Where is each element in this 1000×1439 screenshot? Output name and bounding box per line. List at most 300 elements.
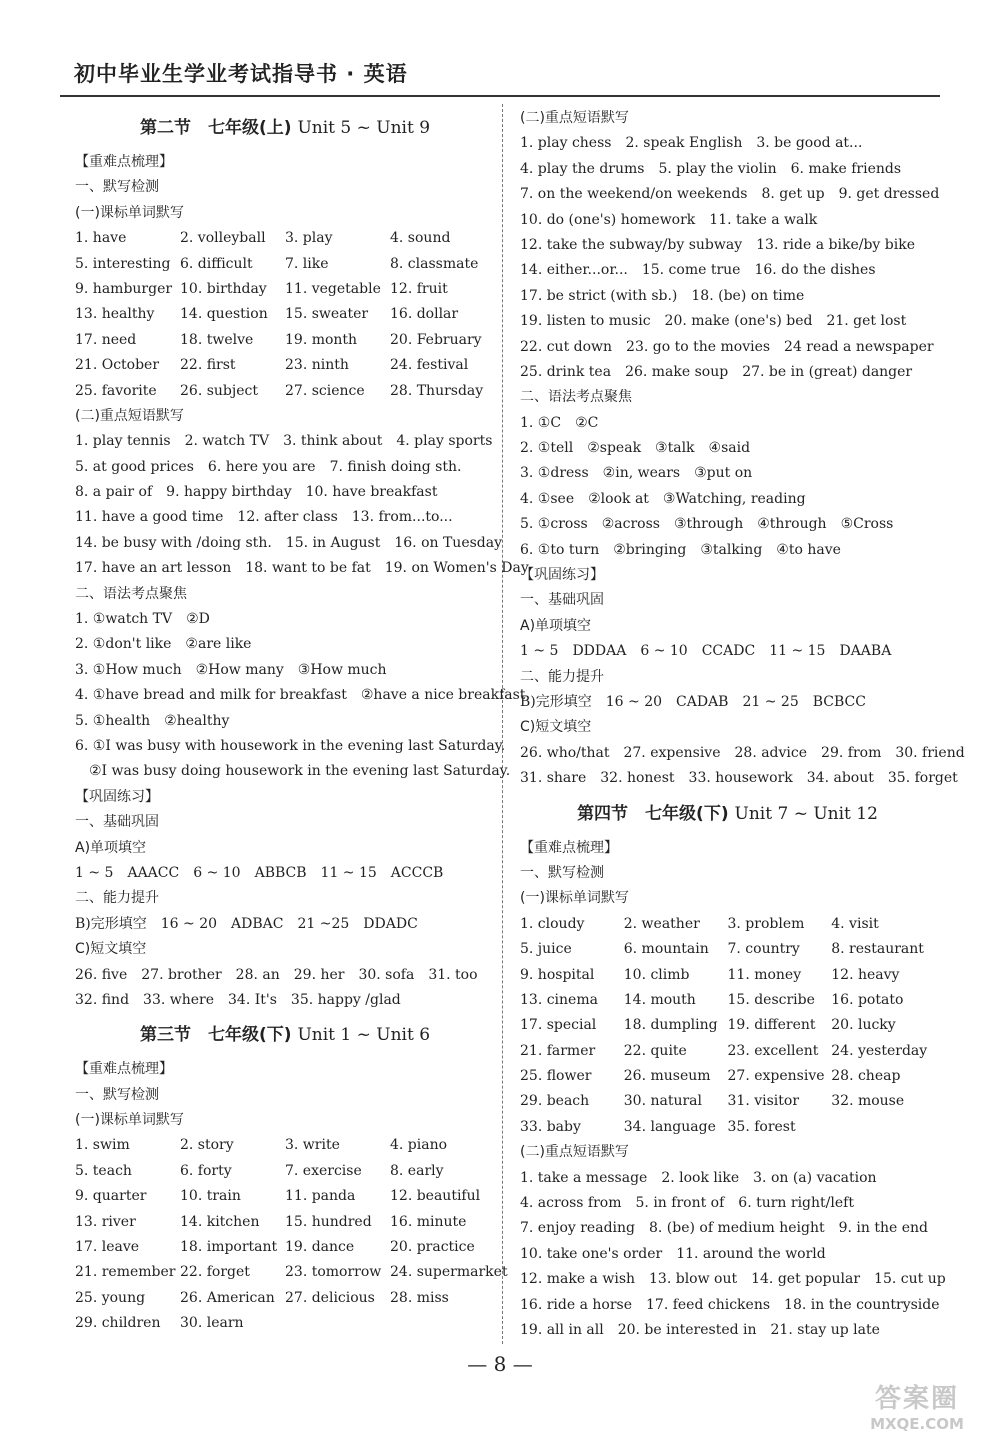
answer-item: 12. after class (237, 509, 338, 526)
answer-item: 5. in front of (635, 1195, 725, 1212)
answer-item: 1 ~ 5 (520, 643, 559, 660)
word-item: 17. leave (75, 1239, 140, 1256)
word-item: 7. exercise (285, 1162, 362, 1179)
word-item: 27. expensive (727, 1068, 825, 1085)
answer-line (75, 480, 495, 505)
answer-item: 1. ①C (520, 414, 562, 431)
word-item: 22. forget (180, 1264, 250, 1281)
answer-item: 15. come true (641, 262, 741, 279)
answer-item: 5. play the violin (658, 160, 777, 177)
answer-item: 11 ~ 15 (769, 643, 826, 660)
section-title-4 (520, 792, 935, 836)
heading-short-passage: C)短文填空 (75, 941, 147, 958)
answer-item: 19. on Women's Day (384, 560, 529, 577)
answer-line (520, 1267, 946, 1292)
answer-line (520, 741, 965, 766)
answer-item: 17. feed chickens (646, 1296, 771, 1313)
answer-item: 16. do the dishes (754, 262, 876, 279)
word-item: 23. ninth (285, 357, 349, 374)
answer-item: 9. get dressed (838, 186, 940, 203)
heading-ability: 二、能力提升 (75, 890, 159, 907)
answer-item: 23. go to the movies (626, 338, 771, 355)
answer-item: ②I was busy doing housework in the evening last Saturday. (89, 763, 511, 780)
page-number: — 8 — (467, 1352, 533, 1376)
answer-line (75, 556, 529, 581)
word-item: 15. sweater (285, 306, 369, 323)
heading-single-choice: A)单项填空 (75, 839, 147, 856)
word-item: 24. yesterday (831, 1042, 928, 1059)
answer-item: 31. share (520, 770, 587, 787)
answer-line (520, 1318, 935, 1343)
word-item: 6. difficult (180, 255, 253, 272)
answer-item: ②How many (195, 661, 284, 678)
answer-line (520, 1191, 935, 1216)
word-item: 10. birthday (180, 280, 267, 297)
answer-item: ②across (601, 516, 660, 533)
answer-item: 16. on Tuesday (394, 534, 503, 551)
answer-item: 5. ①cross (520, 516, 588, 533)
answer-line (75, 505, 495, 530)
word-item: 4. piano (390, 1137, 448, 1154)
heading-review: 【重难点梳理】 (520, 839, 618, 856)
word-item: 26. subject (180, 382, 258, 399)
answer-item: 4. play sports (396, 433, 493, 450)
answer-item: 2. ①tell (520, 440, 574, 457)
answer-item: 26. make soup (625, 363, 729, 380)
answer-item: 1 ~ 5 (75, 864, 114, 881)
word-item: 18. important (180, 1239, 278, 1256)
phrase-list (520, 131, 940, 385)
answer-line (75, 988, 495, 1013)
answer-item: 6. ①I was busy with housework in the evening last Saturday. (75, 737, 506, 754)
answer-item: 33. housework (688, 770, 793, 787)
answer-item: 6 ~ 10 (193, 864, 241, 881)
heading-basic: 一、基础巩固 (75, 814, 159, 831)
word-item: 32. mouse (831, 1093, 905, 1110)
word-list (75, 226, 495, 404)
answer-item: 7. enjoy reading (520, 1220, 635, 1237)
answer-item: 21. stay up late (770, 1321, 880, 1338)
heading-grammar: 二、语法考点聚焦 (75, 585, 187, 602)
word-item: 29. beach (520, 1093, 590, 1110)
section-title-cn: 第二节 七年级(上) (139, 118, 292, 138)
section-title-cn: 第三节 七年级(下) (139, 1025, 292, 1046)
word-item: 22. quite (623, 1042, 687, 1059)
word-item: 28. miss (390, 1289, 449, 1306)
answer-item: 30. sofa (358, 966, 415, 983)
answer-item: 26. five (75, 966, 128, 983)
word-item: 1. cloudy (520, 915, 585, 932)
word-item: 21. farmer (520, 1042, 596, 1059)
answer-line (75, 963, 495, 988)
single-choice-answers (520, 639, 935, 664)
answer-line (520, 411, 935, 436)
answer-item: 35. happy /glad (290, 991, 401, 1008)
word-item: 7. like (285, 255, 329, 272)
answer-item: 7. finish doing sth. (329, 458, 462, 475)
heading-phrases: (二)重点短语默写 (75, 407, 184, 424)
answer-item: 2. ①don't like (75, 636, 172, 653)
answer-item: 1. play tennis (75, 433, 171, 450)
answer-item: 6 ~ 10 (640, 643, 688, 660)
answer-item: 27. expensive (623, 744, 721, 761)
answer-item: 11. have a good time (75, 509, 224, 526)
heading-review: 【重难点梳理】 (75, 1061, 173, 1078)
answer-item: ②speak (587, 440, 642, 457)
answer-item: 3. ①dress (520, 465, 589, 482)
section-title-unit: Unit 5 ~ Unit 9 (297, 118, 431, 138)
answer-line (520, 258, 935, 283)
word-item: 11. panda (285, 1188, 356, 1205)
answer-line (520, 1166, 935, 1191)
answer-item: 17. be strict (with sb.) (520, 287, 678, 304)
heading-words: (一)课标单词默写 (75, 1112, 184, 1129)
word-item: 2. volleyball (180, 230, 266, 247)
answer-item: ②look at (588, 490, 649, 507)
word-item: 8. early (390, 1162, 444, 1179)
column-divider (502, 104, 503, 1344)
answer-item: 12. make a wish (520, 1271, 636, 1288)
answer-item: 19. listen to music (520, 313, 651, 330)
answer-item: 14. get popular (751, 1271, 861, 1288)
answer-item: 4. across from (520, 1195, 622, 1212)
answer-item: 28. an (235, 966, 280, 983)
word-item: 11. money (727, 966, 802, 983)
answer-item: 5. at good prices (75, 458, 194, 475)
answer-item: B)完形填空 (75, 915, 147, 932)
answer-item: 27. be in (great) danger (742, 363, 913, 380)
book-title: 初中毕业生学业考试指导书 · 英语 (74, 62, 408, 86)
answer-line (75, 759, 511, 784)
answer-item: 18. (be) on time (691, 287, 805, 304)
answer-line (75, 709, 495, 734)
word-item: 3. play (285, 230, 333, 247)
answer-item: 2. watch TV (184, 433, 270, 450)
answer-item: 35. forget (887, 770, 958, 787)
answer-item: 1. take a message (520, 1169, 648, 1186)
section-title-cn: 第四节 七年级(下) (577, 803, 729, 824)
answer-item: CADAB (676, 693, 729, 710)
answer-item: 13. from...to... (351, 509, 453, 526)
word-item: 5. juice (520, 941, 572, 958)
word-item: 9. hospital (520, 966, 595, 983)
word-item: 20. practice (390, 1239, 475, 1256)
answer-item: 16. ride a horse (520, 1296, 632, 1313)
answer-item: 9. happy birthday (166, 484, 292, 501)
heading-dictation: 一、默写检测 (520, 864, 604, 881)
answer-item: 27. brother (141, 966, 222, 983)
answer-item: 13. blow out (649, 1271, 738, 1288)
answer-item: ②bringing (613, 541, 687, 558)
word-item: 25. young (75, 1289, 146, 1306)
word-item: 11. vegetable (285, 280, 381, 297)
section-title-3 (75, 1013, 495, 1057)
word-item: 14. mouth (623, 991, 696, 1008)
grammar-list (75, 607, 526, 785)
word-list (75, 1133, 508, 1336)
answer-line (75, 429, 495, 454)
heading-basic: 一、基础巩固 (520, 592, 604, 609)
answer-item: ④through (757, 516, 827, 533)
word-item: 10. train (180, 1188, 241, 1205)
word-item: 21. remember (75, 1264, 176, 1281)
answer-line (520, 182, 940, 207)
answer-item: ③How much (297, 661, 387, 678)
answer-item: ABBCB (254, 864, 307, 881)
cloze-answers (75, 912, 495, 937)
heading-practice: 【巩固练习】 (75, 788, 159, 805)
answer-item: 11. around the world (676, 1245, 826, 1262)
word-item: 3. problem (727, 915, 805, 932)
word-item: 10. climb (623, 966, 690, 983)
answer-item: ②have a nice breakfast (360, 687, 526, 704)
answer-item: 28. advice (734, 744, 808, 761)
answer-item: 10. take one's order (520, 1245, 663, 1262)
answer-item: 2. speak English (625, 135, 743, 152)
answer-item: 21 ~ 25 (742, 693, 799, 710)
watermark-url: MXQE.COM (870, 1415, 964, 1433)
answer-item: 26. who/that (520, 744, 610, 761)
word-item: 12. fruit (390, 280, 448, 297)
word-item: 14. kitchen (180, 1213, 260, 1230)
word-item: 12. beautiful (390, 1188, 481, 1205)
answer-line (75, 658, 495, 683)
answer-line (520, 309, 935, 334)
word-item: 4. visit (831, 915, 879, 932)
answer-item: 24 read a newspaper (784, 338, 934, 355)
word-item: 20. lucky (831, 1017, 896, 1034)
word-item: 13. cinema (520, 991, 598, 1008)
word-item: 31. visitor (727, 1093, 800, 1110)
answer-item: ④said (708, 440, 751, 457)
heading-dictation: 一、默写检测 (75, 179, 159, 196)
answer-line (520, 131, 935, 156)
single-choice-answers (75, 861, 495, 886)
word-item: 14. question (180, 306, 268, 323)
word-item: 3. write (285, 1137, 340, 1154)
word-item: 6. mountain (623, 941, 709, 958)
answer-item: ③through (673, 516, 744, 533)
word-item: 19. different (727, 1017, 816, 1034)
answer-item: 19. all in all (520, 1321, 604, 1338)
section-title-2 (75, 106, 495, 150)
answer-item: 4. ①see (520, 490, 575, 507)
word-item: 24. supermarket (390, 1264, 508, 1281)
heading-grammar: 二、语法考点聚焦 (520, 389, 632, 406)
answer-item: 18. in the countryside (784, 1296, 940, 1313)
answer-line (520, 1293, 940, 1318)
answer-item: 34. about (806, 770, 874, 787)
answer-item: 9. in the end (838, 1220, 929, 1237)
word-item: 2. weather (623, 915, 700, 932)
answer-item: 21 ~25 (297, 915, 350, 932)
answer-line (75, 531, 503, 556)
answer-line (75, 632, 495, 657)
word-item: 16. minute (390, 1213, 467, 1230)
word-item: 17. need (75, 331, 137, 348)
word-item: 35. forest (727, 1118, 796, 1135)
answer-item: ACCCB (390, 864, 444, 881)
answer-item: DAABA (839, 643, 892, 660)
phrase-list (520, 1166, 946, 1344)
short-passage-answers (520, 741, 965, 792)
grammar-list (520, 411, 935, 563)
answer-item: 10. do (one's) homework (520, 211, 696, 228)
answer-item: ②in, wears (602, 465, 681, 482)
answer-item: 21. get lost (826, 313, 907, 330)
word-item: 13. river (75, 1213, 136, 1230)
heading-ability: 二、能力提升 (520, 668, 604, 685)
answer-item: 22. cut down (520, 338, 613, 355)
answer-item: ③put on (694, 465, 753, 482)
answer-line (520, 690, 935, 715)
answer-line (520, 360, 935, 385)
word-item: 9. quarter (75, 1188, 147, 1205)
answer-line (520, 639, 935, 664)
answer-item: CCADC (701, 643, 756, 660)
word-item: 1. swim (75, 1137, 130, 1154)
answer-item: 8. get up (761, 186, 825, 203)
answer-line (75, 683, 526, 708)
answer-item: ②healthy (164, 712, 230, 729)
word-item: 1. have (75, 230, 127, 247)
answer-item: 14. be busy with /doing sth. (75, 534, 272, 551)
word-item: 16. potato (831, 991, 904, 1008)
answer-item: B)完形填空 (520, 693, 592, 710)
answer-item: 8. (be) of medium height (648, 1220, 825, 1237)
answer-item: 31. too (428, 966, 478, 983)
word-item: 30. learn (180, 1315, 244, 1332)
word-item: 23. excellent (727, 1042, 819, 1059)
word-item: 19. dance (285, 1239, 355, 1256)
answer-line (520, 461, 935, 486)
answer-item: ④to have (776, 541, 841, 558)
header-rule (60, 95, 940, 97)
word-item: 27. science (285, 382, 365, 399)
answer-item: 29. her (293, 966, 345, 983)
heading-phrases: (二)重点短语默写 (520, 110, 629, 126)
answer-line (75, 607, 495, 632)
answer-item: 20. make (one's) bed (664, 313, 813, 330)
answer-item: 4. play the drums (520, 160, 645, 177)
word-item: 6. forty (180, 1162, 232, 1179)
word-item: 7. country (727, 941, 800, 958)
answer-item: ②are like (185, 636, 252, 653)
word-item: 29. children (75, 1315, 161, 1332)
word-item: 15. hundred (285, 1213, 372, 1230)
answer-line (520, 487, 935, 512)
section-title-unit: Unit 1 ~ Unit 6 (297, 1025, 431, 1046)
left-column (75, 106, 529, 1337)
answer-line (520, 208, 935, 233)
answer-item: 15. in August (285, 534, 381, 551)
answer-line (520, 766, 958, 791)
answer-item: DDDAA (572, 643, 627, 660)
answer-item: ②C (575, 414, 599, 431)
answer-line (75, 455, 495, 480)
answer-line (520, 1242, 935, 1267)
phrase-list (75, 429, 529, 581)
answer-item: 20. be interested in (617, 1321, 757, 1338)
heading-phrases: (二)重点短语默写 (520, 1144, 629, 1161)
word-item: 26. museum (623, 1068, 711, 1085)
word-item: 28. Thursday (390, 382, 484, 399)
answer-item: 2. look like (661, 1169, 740, 1186)
word-item: 25. favorite (75, 382, 157, 399)
word-item: 5. teach (75, 1162, 132, 1179)
answer-item: 16 ~ 20 (605, 693, 663, 710)
answer-item: 32. find (75, 991, 130, 1008)
answer-item: 17. have an art lesson (75, 560, 232, 577)
answer-item: 7. on the weekend/on weekends (520, 186, 748, 203)
word-item: 34. language (623, 1118, 716, 1135)
word-item: 13. healthy (75, 306, 155, 323)
word-item: 16. dollar (390, 306, 459, 323)
answer-item: 3. think about (283, 433, 383, 450)
answer-item: 6. here you are (207, 458, 316, 475)
answer-item: 10. have breakfast (305, 484, 438, 501)
word-item: 18. dumpling (623, 1017, 718, 1034)
answer-item: ③talking (700, 541, 763, 558)
answer-item: 29. from (821, 744, 882, 761)
answer-line (520, 335, 935, 360)
word-item: 26. American (180, 1289, 275, 1306)
answer-line (75, 912, 495, 937)
answer-item: 11 ~ 15 (320, 864, 377, 881)
answer-item: 3. on (a) vacation (753, 1169, 877, 1186)
word-item: 4. sound (390, 230, 451, 247)
word-item: 17. special (520, 1017, 597, 1034)
word-item: 19. month (285, 331, 358, 348)
word-item: 2. story (180, 1137, 234, 1154)
word-item: 28. cheap (831, 1068, 901, 1085)
answer-line (75, 734, 506, 759)
answer-item: 12. take the subway/by subway (520, 236, 743, 253)
answer-item: ADBAC (231, 915, 284, 932)
answer-item: 14. either...or... (520, 262, 628, 279)
word-item: 12. heavy (831, 966, 900, 983)
answer-line (520, 512, 935, 537)
word-item: 23. tomorrow (285, 1264, 382, 1281)
word-item: 8. classmate (390, 255, 479, 272)
answer-item: 32. honest (600, 770, 675, 787)
answer-item: 13. ride a bike/by bike (756, 236, 915, 253)
word-item: 25. flower (520, 1068, 592, 1085)
word-item: 8. restaurant (831, 941, 924, 958)
answer-line (520, 436, 935, 461)
cloze-answers (520, 690, 935, 715)
answer-item: 6. make friends (790, 160, 902, 177)
answer-item: 3. be good at... (756, 135, 863, 152)
answer-item: 30. friend (895, 744, 965, 761)
answer-item: 4. ①have bread and milk for breakfast (75, 687, 347, 704)
word-item: 22. first (180, 357, 236, 374)
watermark-logo (842, 1378, 992, 1432)
answer-item: 1. play chess (520, 135, 612, 152)
word-item: 15. describe (727, 991, 815, 1008)
answer-line (520, 233, 935, 258)
watermark-title: 答案圈 (874, 1384, 959, 1414)
word-item: 5. interesting (75, 255, 171, 272)
answer-item: 25. drink tea (520, 363, 612, 380)
heading-words: (一)课标单词默写 (75, 204, 184, 221)
word-item: 9. hamburger (75, 280, 173, 297)
answer-item: BCBCC (812, 693, 866, 710)
short-passage-answers (75, 963, 495, 1014)
answer-item: 3. ①How much (75, 661, 182, 678)
word-item: 30. natural (623, 1093, 702, 1110)
answer-item: ⑤Cross (840, 516, 894, 533)
